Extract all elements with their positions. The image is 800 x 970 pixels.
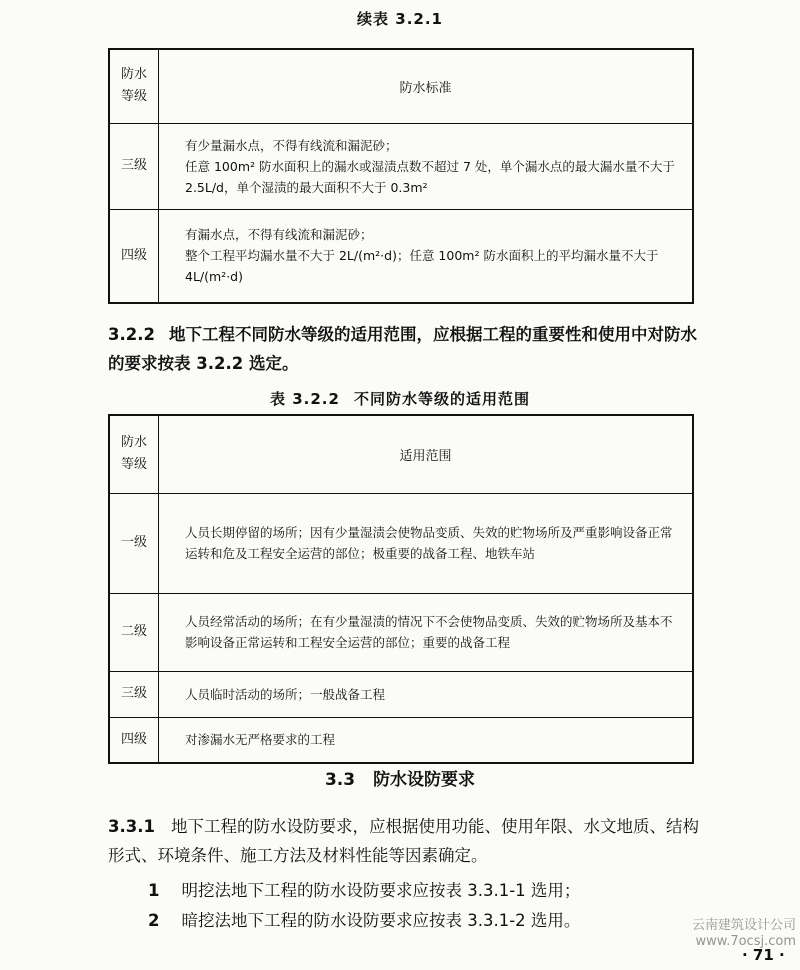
page-number: · 71 · (742, 946, 785, 964)
section-title: 防水设防要求 (373, 770, 476, 790)
content-header-cell: 防水标准 (159, 49, 694, 123)
grade-header-line: 防水 (120, 67, 147, 83)
item-text: 暗挖法地下工程的防水设防要求应按表 3.3.1-2 选用。 (181, 911, 581, 930)
table-row (109, 123, 693, 209)
standard-cell (159, 123, 694, 209)
item-number: 2 (148, 911, 160, 930)
grade-cell: 三级 (109, 671, 159, 717)
section-heading (0, 765, 800, 790)
clause-number: 3.2.2 (108, 325, 155, 344)
clause-number: 3.3.1 (108, 817, 155, 836)
table-row (109, 593, 693, 671)
grade-header-line: 等级 (120, 457, 147, 473)
grade-cell: 三级 (109, 123, 159, 209)
table-row (109, 493, 693, 593)
grade-header-line: 等级 (120, 89, 147, 105)
clause-3-3-1 (108, 812, 708, 870)
watermark-line: www.7ocsj.com (695, 934, 796, 949)
table-continuation-caption: 续表 3.2.1 (357, 10, 443, 28)
clause-3-2-2 (108, 320, 708, 378)
scope-cell: 人员临时活动的场所；一般战备工程 (159, 671, 694, 717)
standard-line: 整个工程平均漏水量不大于 2L/(m²·d)；任意 100m² 防水面积上的平均漏水量不大于 4L/(m²·d) (185, 248, 659, 285)
list-item (148, 876, 708, 905)
content-header-cell: 适用范围 (159, 415, 694, 493)
clause-text: 地下工程的防水设防要求，应根据使用功能、使用年限、水文地质、结构形式、环境条件、施工方法及材料性能等因素确定。 (108, 817, 699, 865)
table-caption (0, 388, 800, 409)
grade-header-line: 防水 (120, 435, 147, 451)
table-row (109, 717, 693, 763)
item-text: 明挖法地下工程的防水设防要求应按表 3.3.1-1 选用； (181, 881, 581, 900)
table-header-row (109, 49, 693, 123)
standard-line: 任意 100m² 防水面积上的漏水或湿渍点数不超过 7 处，单个漏水点的最大漏水量不大于 2.5L/d，单个湿渍的最大面积不大于 0.3m² (185, 158, 675, 195)
grade-cell: 二级 (109, 593, 159, 671)
standard-cell (159, 209, 694, 303)
scope-cell: 人员经常活动的场所；在有少量湿渍的情况下不会使物品变质、失效的贮物场所及基本不影响设备正常运转和工程安全运营的部位；重要的战备工程 (159, 593, 694, 671)
grade-header-cell (109, 49, 159, 123)
table-header-row (109, 415, 693, 493)
watermark-line: 云南建筑设计公司 (691, 918, 796, 933)
grade-cell: 一级 (109, 493, 159, 593)
standard-line: 有少量漏水点，不得有线流和漏泥砂； (185, 137, 398, 153)
grade-header-cell (109, 415, 159, 493)
grade-scope-table (108, 414, 694, 764)
grade-cell: 四级 (109, 209, 159, 303)
scope-cell: 人员长期停留的场所；因有少量湿渍会使物品变质、失效的贮物场所及严重影响设备正常运转和危及工程安全运营的部位；极重要的战备工程、地铁车站 (159, 493, 694, 593)
list-item (148, 906, 708, 935)
section-number: 3.3 (324, 770, 356, 790)
table-caption-title: 不同防水等级的适用范围 (353, 390, 530, 408)
scope-cell: 对渗漏水无严格要求的工程 (159, 717, 694, 763)
waterproof-standard-table (108, 48, 694, 304)
item-number: 1 (148, 881, 160, 900)
table-row (109, 209, 693, 303)
standard-line: 有漏水点，不得有线流和漏泥砂； (185, 227, 373, 243)
grade-cell: 四级 (109, 717, 159, 763)
table-row (109, 671, 693, 717)
table-caption-number: 表 3.2.2 (270, 390, 340, 408)
clause-text: 地下工程不同防水等级的适用范围，应根据工程的重要性和使用中对防水的要求按表 3.2.2 选定。 (108, 325, 697, 373)
